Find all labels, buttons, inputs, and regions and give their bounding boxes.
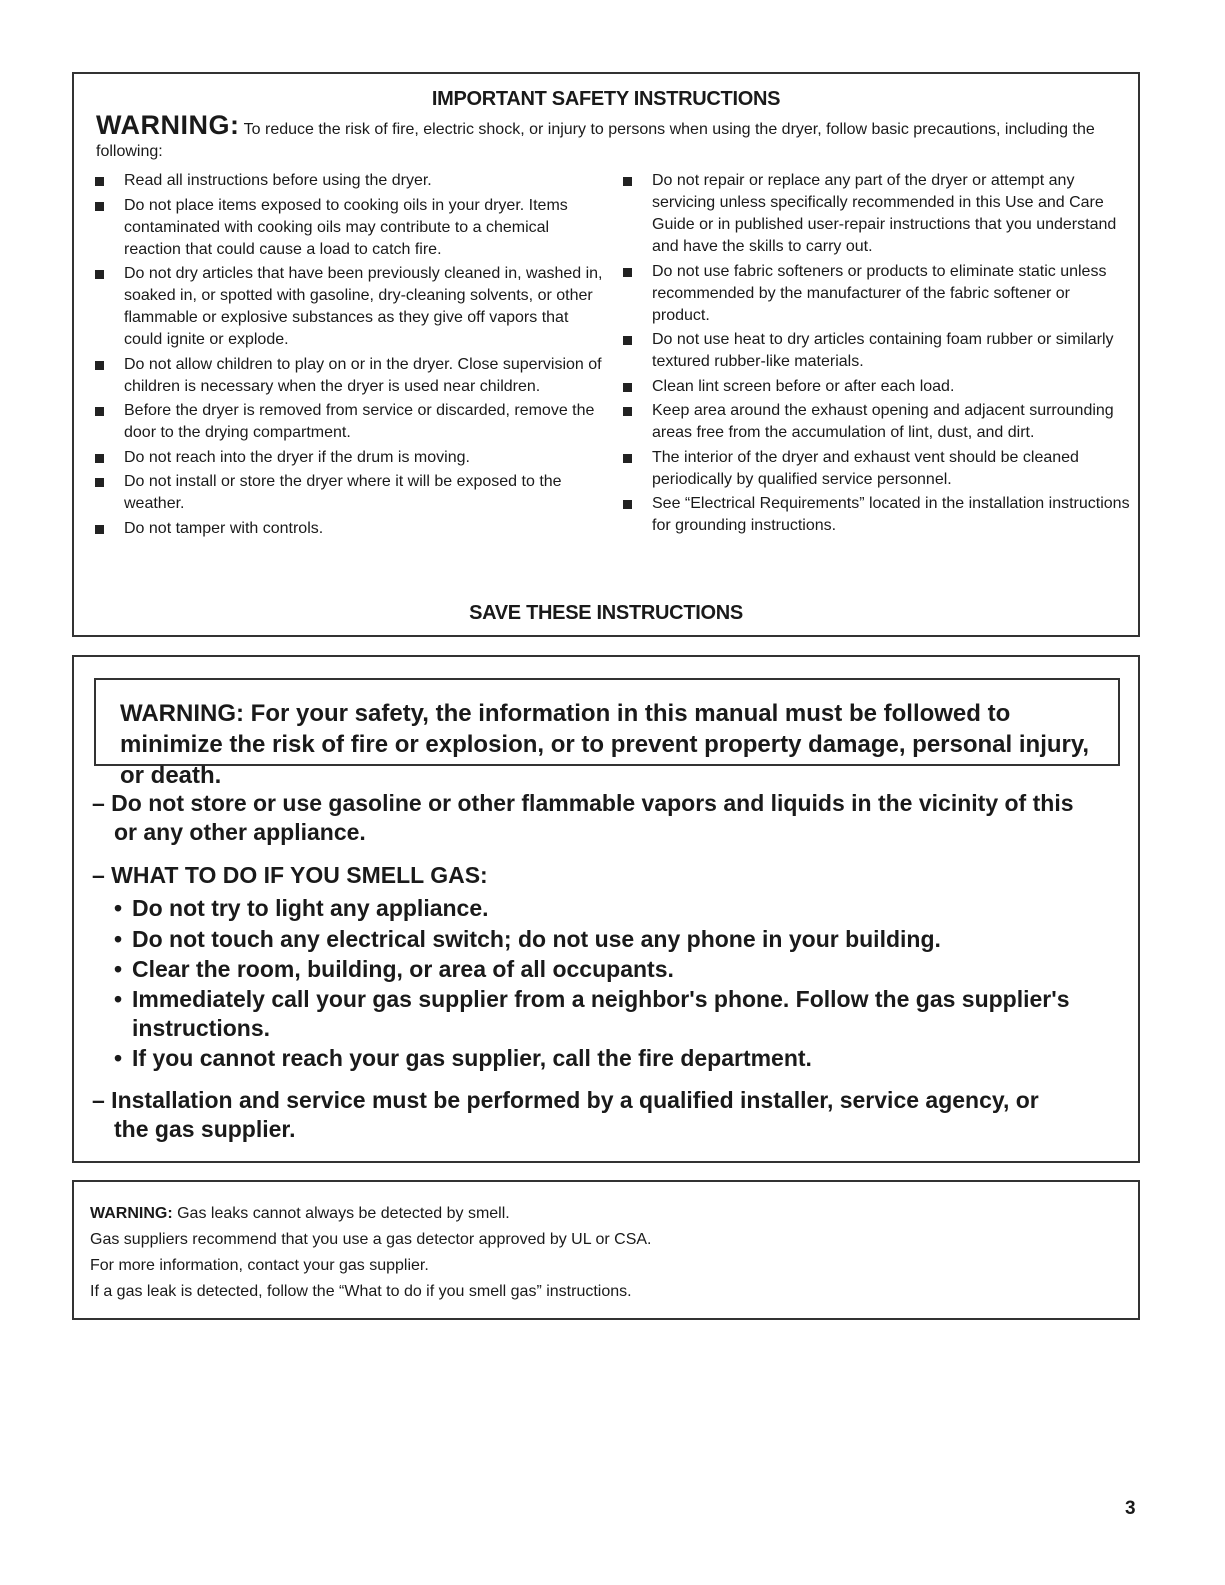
square-bullet-icon — [95, 407, 104, 416]
list-item: Read all instructions before using the dryer. — [92, 170, 610, 192]
list-item: Do not use heat to dry articles containing foam rubber or similarly textured rubber-like materials. — [620, 329, 1130, 373]
gas-instruction-1-cont: or any other appliance. — [114, 819, 366, 845]
list-item: The interior of the dryer and exhaust vent should be cleaned periodically by qualified service personnel. — [620, 447, 1130, 491]
dot-bullet-icon: • — [114, 1045, 123, 1071]
gas-sub-item: • Do not touch any electrical switch; do not use any phone in your building. — [114, 926, 941, 952]
square-bullet-icon — [95, 202, 104, 211]
gas-warning-text: WARNING: For your safety, the information in this manual must be followed to minimize the risk of fire or explosion, or to prevent property damage, personal injury, or death. — [120, 700, 1090, 789]
dot-bullet-icon: • — [114, 956, 123, 982]
square-bullet-icon — [95, 361, 104, 370]
list-item: Do not use fabric softeners or products to eliminate static unless recommended by the manufacturer of the fabric softener or product. — [620, 261, 1130, 327]
gas-instruction-1: – Do not store or use gasoline or other flammable vapors and liquids in the vicinity of this — [92, 790, 1074, 816]
square-bullet-icon — [623, 500, 632, 509]
list-item: Do not allow children to play on or in the dryer. Close supervision of children is necessary when the dryer is used near children. — [92, 354, 610, 398]
page-number: 3 — [1125, 1498, 1136, 1519]
gas-sub-item: • Do not try to light any appliance. — [114, 895, 489, 921]
gas-warning-banner — [94, 678, 1120, 789]
square-bullet-icon — [623, 268, 632, 277]
safety-instructions-box — [72, 72, 1140, 637]
square-bullet-icon — [623, 383, 632, 392]
safety-warning — [96, 110, 1116, 163]
list-item: Before the dryer is removed from service or discarded, remove the door to the drying compartment. — [92, 400, 610, 444]
gas-warning-box — [72, 655, 1140, 1163]
leak-line-1: WARNING: Gas leaks cannot always be detected by smell. — [90, 1205, 510, 1222]
leak-line-2: Gas suppliers recommend that you use a gas detector approved by UL or CSA. — [90, 1231, 652, 1248]
square-bullet-icon — [623, 407, 632, 416]
dot-bullet-icon: • — [114, 986, 123, 1012]
left-column — [92, 170, 610, 542]
warning-text: To reduce the risk of fire, electric shock, or injury to persons when using the dryer, follow basic precautions, including the following: — [96, 121, 1095, 160]
gas-sub-item: • Immediately call your gas supplier from a neighbor's phone. Follow the gas supplier's — [114, 986, 1070, 1012]
dot-bullet-icon: • — [114, 895, 123, 921]
list-item: Do not dry articles that have been previously cleaned in, washed in, soaked in, or spotted with gasoline, dry-cleaning solvents, or other flammable or explosive substances as they give off vapors that could ignite or explode. — [92, 263, 610, 351]
safety-title: IMPORTANT SAFETY INSTRUCTIONS — [431, 88, 781, 110]
square-bullet-icon — [623, 454, 632, 463]
leak-line-3: For more information, contact your gas supplier. — [90, 1257, 429, 1274]
warning-label: WARNING: — [96, 110, 240, 140]
right-column — [620, 170, 1130, 540]
square-bullet-icon — [95, 177, 104, 186]
square-bullet-icon — [95, 270, 104, 279]
square-bullet-icon — [623, 177, 632, 186]
list-item: Do not tamper with controls. — [92, 518, 610, 540]
list-item: Do not place items exposed to cooking oils in your dryer. Items contaminated with cooking oils may contribute to a chemical reaction that could cause a load to catch fire. — [92, 195, 610, 261]
square-bullet-icon — [623, 336, 632, 345]
list-item: Do not reach into the dryer if the drum is moving. — [92, 447, 610, 469]
gas-sub-item-cont: instructions. — [132, 1015, 271, 1041]
square-bullet-icon — [95, 454, 104, 463]
list-item: Clean lint screen before or after each load. — [620, 376, 1130, 398]
gas-instruction-2: – WHAT TO DO IF YOU SMELL GAS: — [92, 862, 488, 888]
gas-sub-item: • If you cannot reach your gas supplier, call the fire department. — [114, 1045, 812, 1071]
gas-sub-item: • Clear the room, building, or area of all occupants. — [114, 956, 674, 982]
square-bullet-icon — [95, 478, 104, 487]
leak-line-4: If a gas leak is detected, follow the “What to do if you smell gas” instructions. — [90, 1283, 632, 1300]
list-item: Keep area around the exhaust opening and adjacent surrounding areas free from the accumulation of lint, dust, and dirt. — [620, 400, 1130, 444]
save-instructions-footer: SAVE THESE INSTRUCTIONS — [469, 602, 743, 624]
list-item: See “Electrical Requirements” located in the installation instructions for grounding instructions. — [620, 493, 1130, 537]
gas-instruction-3: – Installation and service must be performed by a qualified installer, service agency, or — [92, 1087, 1039, 1113]
list-item: Do not install or store the dryer where it will be exposed to the weather. — [92, 471, 610, 515]
gas-instruction-3-cont: the gas supplier. — [114, 1116, 296, 1142]
gas-leak-warning-box — [72, 1180, 1140, 1320]
leak-warning-label: WARNING: — [90, 1205, 173, 1222]
square-bullet-icon — [95, 525, 104, 534]
list-item: Do not repair or replace any part of the dryer or attempt any servicing unless specifically recommended in this Use and Care Guide or in published user-repair instructions that you understand and have the skills to carry out. — [620, 170, 1130, 258]
dot-bullet-icon: • — [114, 926, 123, 952]
